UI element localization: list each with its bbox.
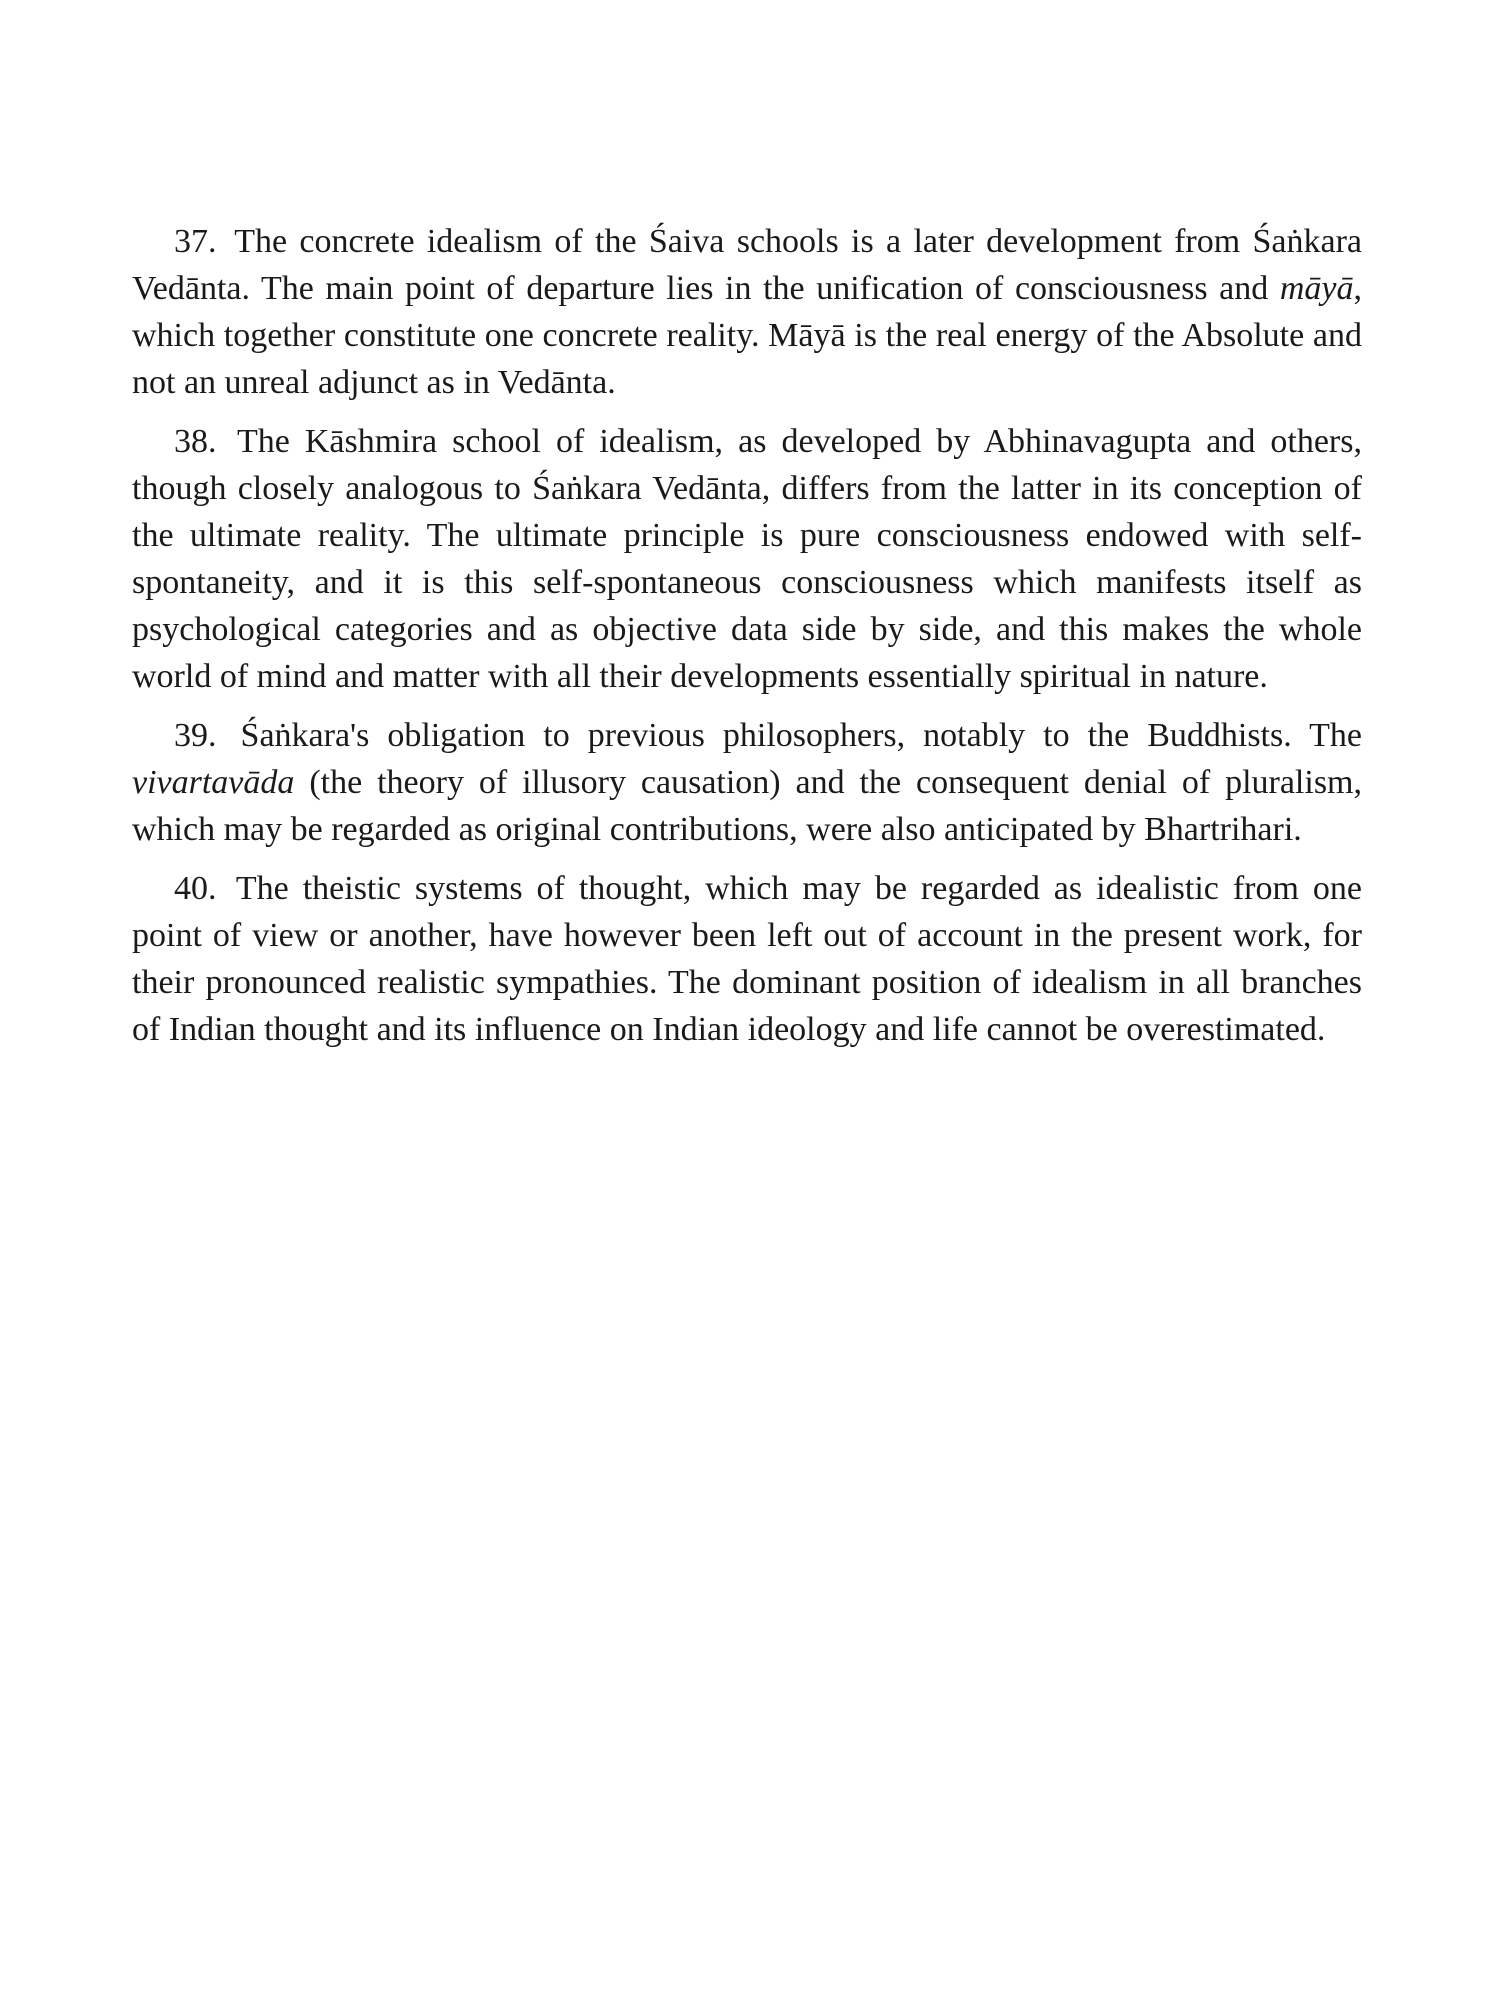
paragraph-number: 37.	[174, 223, 217, 260]
paragraph-40	[132, 865, 1362, 1053]
paragraph-number: 39.	[174, 717, 217, 754]
paragraph-39	[132, 712, 1362, 853]
paragraph-text: The theistic systems of thought, which may be regarded as idealistic from one point of view or another, have however been left out of account in the present work, for their pronounced realistic sympathies. The dominant position of idealism in all branches of Indian thought and its influence on Indian ideology and life cannot be overestimated.	[132, 870, 1362, 1048]
paragraph-number: 40.	[174, 870, 217, 907]
paragraph-text: Śaṅkara's obligation to previous philosophers, notably to the Buddhists. The	[240, 717, 1363, 754]
paragraph-37	[132, 218, 1362, 406]
paragraph-text: The concrete idealism of the Śaiva schools is a later development from Śaṅkara Vedānta. The main point of departure lies in the unification of consciousness and	[132, 223, 1362, 307]
paragraph-number: 38.	[174, 423, 217, 460]
paragraph-text: , which together constitute one concrete reality. Māyā is the real energy of the Absolute and not an unreal adjunct as in Vedānta.	[132, 270, 1362, 401]
paragraph-text: (the theory of illusory causation) and the consequent denial of pluralism, which may be regarded as original contributions, were also anticipated by Bhartrihari.	[132, 764, 1362, 848]
paragraph-text: The Kāshmira school of idealism, as developed by Abhinavagupta and others, though closely analogous to Śaṅkara Vedānta, differs from the latter in its conception of the ultimate reality. The ultimate principle is pure consciousness endowed with self-spontaneity, and it is this self-spontaneous consciousness which manifests itself as psychological categories and as objective data side by side, and this makes the whole world of mind and matter with all their developments essentially spiritual in nature.	[132, 423, 1362, 695]
italic-term: māyā	[1279, 270, 1354, 307]
italic-term: vivartavāda	[132, 764, 295, 801]
page-body	[132, 218, 1362, 1065]
paragraph-38	[132, 418, 1362, 700]
